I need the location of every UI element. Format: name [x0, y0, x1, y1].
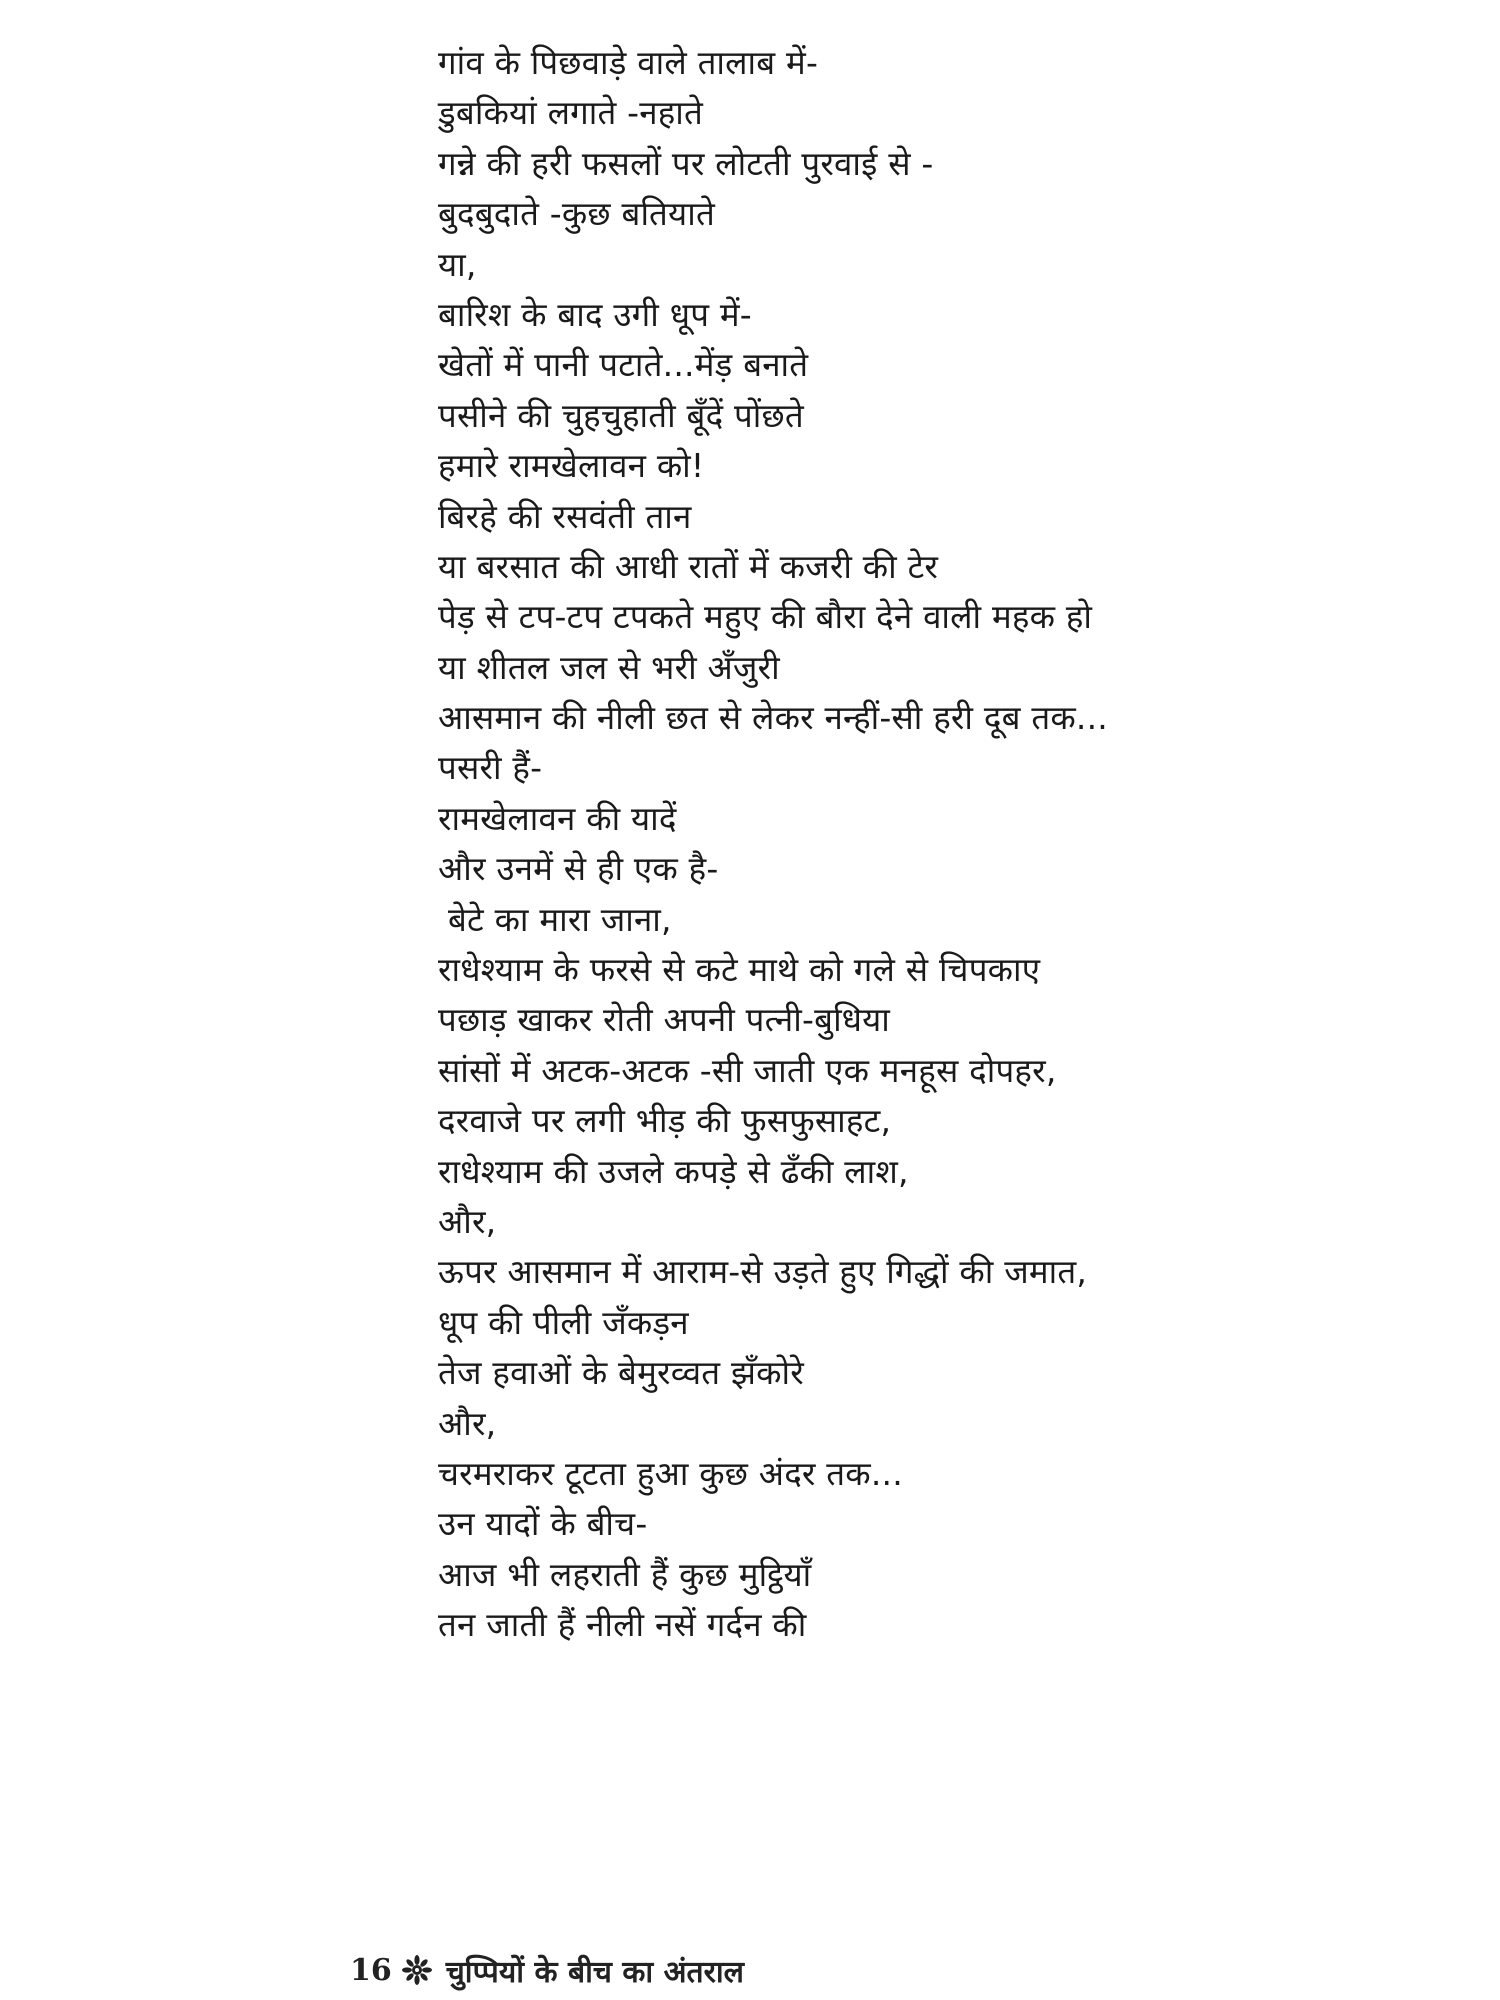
poem-line: आसमान की नीली छत से लेकर नन्हीं-सी हरी दूब तक...	[438, 698, 1108, 738]
poem-line: और उनमें से ही एक है-	[438, 849, 719, 889]
poem-line: तेज हवाओं के बेमुरव्वत झँकोरे	[438, 1353, 804, 1393]
poem-line: चरमराकर टूटता हुआ कुछ अंदर तक...	[438, 1453, 903, 1493]
poem-line: राधेश्याम की उजले कपड़े से ढँकी लाश,	[438, 1151, 909, 1191]
poem-line: बारिश के बाद उगी धूप में-	[438, 294, 752, 334]
poem-line: उन यादों के बीच-	[438, 1504, 648, 1544]
poem-line: रामखेलावन की यादें	[438, 798, 677, 838]
poem-line: हमारे रामखेलावन को!	[438, 446, 705, 486]
poem-line: या बरसात की आधी रातों में कजरी की टेर	[438, 546, 939, 586]
poem-line: या शीतल जल से भरी अँजुरी	[438, 647, 780, 687]
poem-line: दरवाजे पर लगी भीड़ की फुसफुसाहट,	[438, 1101, 892, 1141]
poem-line: गांव के पिछवाड़े वाले तालाब में-	[438, 43, 819, 82]
poem-line: और,	[438, 1201, 497, 1241]
poem-line: पसीने की चुहचुहाती बूँदें पोंछते	[438, 395, 804, 435]
poem-line: बुदबुदाते -कुछ बतियाते	[438, 194, 715, 234]
poem-line: सांसों में अटक-अटक -सी जाती एक मनहूस दोपहर,	[438, 1050, 1057, 1090]
poem-line: और,	[438, 1403, 497, 1443]
poem-body	[438, 38, 1458, 1651]
poem-line: ऊपर आसमान में आराम-से उड़ते हुए गिद्धों की जमात,	[438, 1252, 1088, 1292]
poem-line: तन जाती हैं नीली नसें गर्दन की	[438, 1605, 807, 1645]
poem-line: या,	[438, 244, 477, 284]
page-number: 16	[350, 1952, 392, 1988]
poem-line: आज भी लहराती हैं कुछ मुट्ठियाँ	[438, 1554, 812, 1594]
poem-line: राधेश्याम के फरसे से कटे माथे को गले से चिपकाए	[438, 950, 1041, 990]
poem-line: पसरी हैं-	[438, 748, 543, 788]
flower-ornament-icon	[402, 1955, 432, 1985]
book-title: चुप्पियों के बीच का अंतराल	[445, 1954, 744, 1990]
poem-line: बेटे का मारा जाना,	[448, 899, 672, 939]
poem-line: गन्ने की हरी फसलों पर लोटती पुरवाई से -	[438, 143, 934, 183]
poem-line: खेतों में पानी पटाते...मेंड़ बनाते	[438, 345, 809, 385]
poem-line: बिरहे की रसवंती तान	[438, 496, 692, 536]
poem-line: डुबकियां लगाते -नहाते	[438, 93, 704, 133]
poem-line: पेड़ से टप-टप टपकते महुए की बौरा देने वाली महक हो	[438, 597, 1093, 637]
poem-line: पछाड़ खाकर रोती अपनी पत्नी-बुधिया	[438, 1000, 891, 1040]
poem-line: धूप की पीली जँकड़न	[438, 1302, 689, 1342]
page-footer	[350, 1945, 744, 1995]
